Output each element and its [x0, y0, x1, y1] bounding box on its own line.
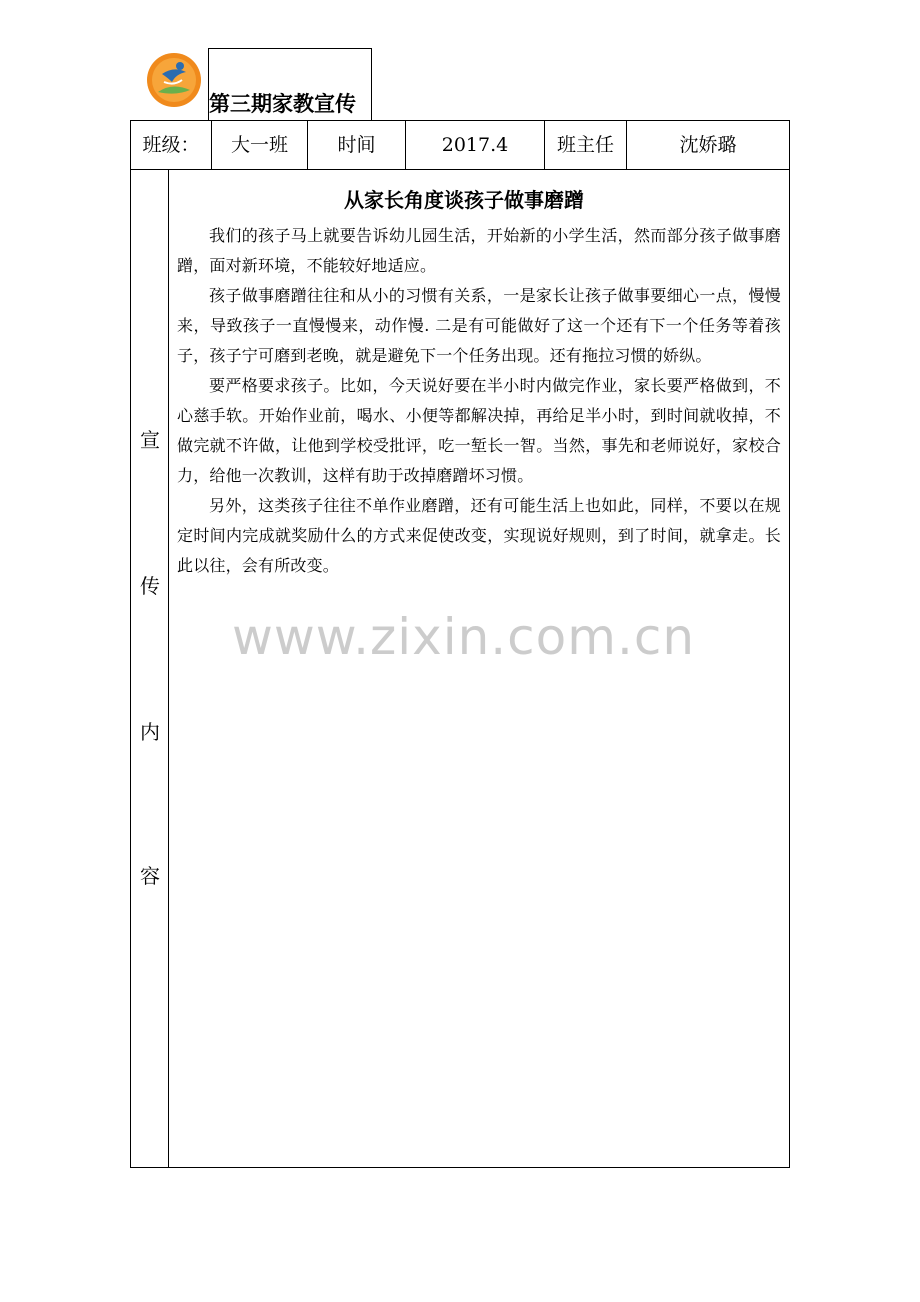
side-label-char: 传 [140, 574, 160, 598]
article-paragraph: 孩子做事磨蹭往往和从小的习惯有关系，一是家长让孩子做事要细心一点，慢慢来，导致孩子一直慢慢来，动作慢. 二是有可能做好了这一个还有下一个任务等着孩子，孩子宁可磨到老晚，就是避免下一个任务出现。还有拖拉习惯的娇纵。 [177, 286, 781, 365]
side-label-char: 宣 [140, 428, 160, 452]
side-label-char: 容 [140, 864, 160, 888]
info-row [131, 121, 789, 170]
article-paragraph: 另外，这类孩子往往不单作业磨蹭，还有可能生活上也如此，同样，不要以在规定时间内完成就奖励什么的方式来促使改变，实现说好规则，到了时间，就拿走。长此以往，会有所改变。 [177, 496, 781, 575]
class-label: 班级： [131, 121, 212, 169]
watermark: www.zixin.com.cn [232, 608, 696, 666]
time-value: 2017.4 [406, 121, 545, 169]
article-paragraph: 我们的孩子马上就要告诉幼儿园生活，开始新的小学生活，然而部分孩子做事磨蹭，面对新环境，不能较好地适应。 [177, 226, 781, 275]
article-title: 从家长角度谈孩子做事磨蹭 [344, 188, 584, 212]
issue-title: 第三期家教宣传 [209, 91, 356, 116]
teacher-value: 沈娇璐 [679, 134, 737, 156]
article-content [169, 170, 789, 1167]
school-logo-icon [146, 52, 202, 108]
article-paragraph: 要严格要求孩子。比如，今天说好要在半小时内做完作业，家长要严格做到，不心慈手软。开始作业前，喝水、小便等都解决掉，再给足半小时，到时间就收掉，不做完就不许做，让他到学校受批评，吃一堑长一智。当然，事先和老师说好，家校合力，给他一次教训，这样有助于改掉磨蹭坏习惯。 [177, 376, 781, 485]
issue-title-box [208, 48, 372, 120]
side-label-char: 内 [140, 720, 160, 744]
class-value: 大一班 [212, 121, 308, 169]
teacher-label: 班主任 [545, 121, 627, 169]
time-label: 时间 [308, 121, 406, 169]
side-label-column [131, 170, 169, 1167]
